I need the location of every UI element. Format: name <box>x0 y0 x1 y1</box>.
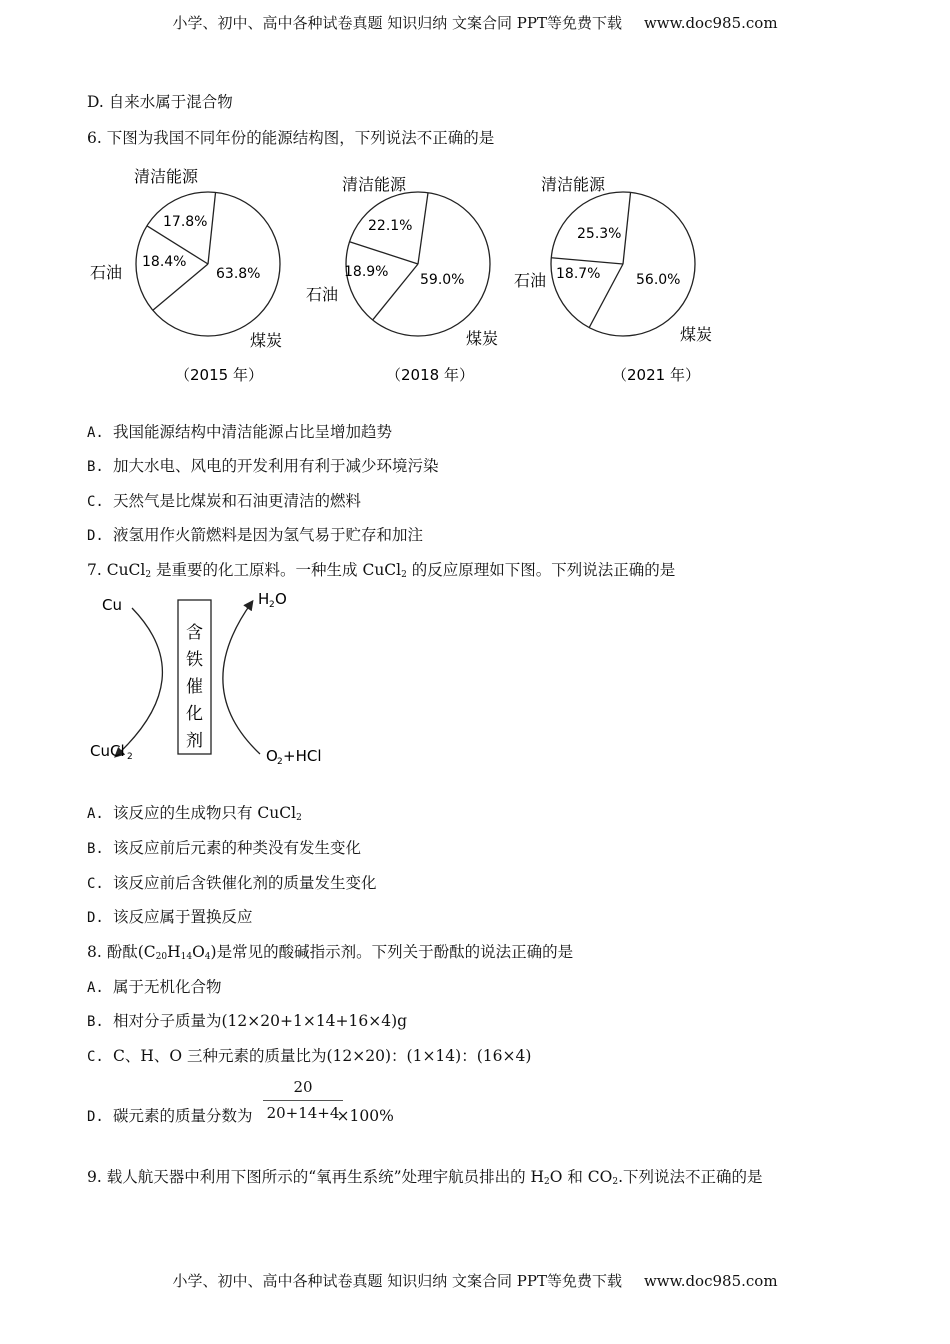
pie-2015-clean-pct: 17.8% <box>163 214 208 230</box>
pie-chart-2015 <box>90 167 282 384</box>
fraction-numerator: 20 <box>263 1078 343 1101</box>
q7-option-d: D. 该反应属于置换反应 <box>87 908 253 926</box>
pie-2021-oil-pct: 18.7% <box>556 266 601 282</box>
pie-2021-oil-label: 石油 <box>514 271 547 290</box>
pie-2021-year: （2021 年） <box>612 366 700 384</box>
q6-option-b: B. 加大水电、风电的开发利用有利于减少环境污染 <box>87 457 439 475</box>
pie-chart-2018 <box>306 175 498 384</box>
right-reaction-arrow <box>223 602 260 754</box>
catalyst-char-4: 化 <box>186 704 203 724</box>
page-footer <box>0 1270 950 1291</box>
mass-fraction-formula <box>263 1078 343 1122</box>
q6-option-a: A. 我国能源结构中清洁能源占比呈增加趋势 <box>87 423 393 441</box>
catalyst-char-3: 催 <box>186 677 203 697</box>
header-url[interactable]: www.doc985.com <box>643 14 778 32</box>
o2-hcl-label <box>266 747 322 767</box>
pie-2018-oil-label: 石油 <box>306 285 339 304</box>
pie-2018-oil-pct: 18.9% <box>344 264 389 280</box>
catalyst-char-1: 含 <box>186 623 203 643</box>
catalyst-char-5: 剂 <box>186 731 203 751</box>
svg-text:H: H <box>258 590 270 608</box>
q8-stem: 8. 酚酞$(C_{20}H_{14}O_4)$是常见的酸碱指示剂。下列关于酚酞的说法正确的是 <box>87 943 574 962</box>
q7-stem: 7. CuCl$_2$ 是重要的化工原料。一种生成 CuCl$_2$ 的反应原理如下图。下列说法正确的是 <box>87 561 676 580</box>
cu-label: Cu <box>102 596 122 614</box>
footer-text: 小学、初中、高中各种试卷真题 知识归纳 文案合同 PPT等免费下载 <box>172 1272 622 1290</box>
pie-2015-year: （2015 年） <box>175 366 263 384</box>
pie-2018-clean-pct: 22.1% <box>368 218 413 234</box>
pie-2021-clean-pct: 25.3% <box>577 226 622 242</box>
pie-2018-clean-label: 清洁能源 <box>342 175 407 194</box>
q7-option-a: A. 该反应的生成物只有 CuCl$_2$ <box>87 804 302 823</box>
q7-option-c: C. 该反应前后含铁催化剂的质量发生变化 <box>87 874 377 892</box>
energy-pie-charts <box>0 160 950 410</box>
footer-url[interactable]: www.doc985.com <box>643 1272 778 1290</box>
reaction-diagram <box>80 588 380 778</box>
q9-stem: 9. 载人航天器中利用下图所示的“氧再生系统”处理宇航员排出的 $H_2O$ 和 $CO_2$.下列说法不正确的是 <box>87 1168 763 1187</box>
pie-2015-oil-label: 石油 <box>90 263 123 282</box>
svg-text:O: O <box>266 747 278 765</box>
svg-text:+HCl: +HCl <box>283 747 322 765</box>
q8-option-a: A. 属于无机化合物 <box>87 978 222 996</box>
pie-2018-coal-pct: 59.0% <box>420 272 465 288</box>
pie-2015-clean-label: 清洁能源 <box>134 167 199 186</box>
pie-2015-oil-pct: 18.4% <box>142 254 187 270</box>
svg-text:O: O <box>275 590 287 608</box>
q8-option-c: C. C、H、O 三种元素的质量比为(12×20)：(1×14)：(16×4) <box>87 1047 532 1065</box>
q8-option-d: D. 碳元素的质量分数为 ×100% <box>87 1107 394 1125</box>
pie-2021-coal-label: 煤炭 <box>680 325 713 344</box>
h2o-label <box>258 590 287 610</box>
q6-stem: 6. 下图为我国不同年份的能源结构图，下列说法不正确的是 <box>87 129 495 147</box>
svg-text:2: 2 <box>269 600 275 610</box>
page-header <box>0 12 950 33</box>
pie-2021-clean-label: 清洁能源 <box>541 175 606 194</box>
pie-2015-coal-label: 煤炭 <box>250 331 283 350</box>
q6-option-d: D. 液氢用作火箭燃料是因为氢气易于贮存和加注 <box>87 526 424 544</box>
left-reaction-arrow <box>116 608 162 756</box>
fraction-denominator: 20+14+4 <box>266 1104 340 1122</box>
pie-2021-coal-pct: 56.0% <box>636 272 681 288</box>
q8-option-b: B. 相对分子质量为(12×20+1×14+16×4)g <box>87 1012 408 1030</box>
pie-2018-coal-label: 煤炭 <box>466 329 499 348</box>
q7-option-b: B. 该反应前后元素的种类没有发生变化 <box>87 839 362 857</box>
q5-option-d: D. 自来水属于混合物 <box>87 93 233 111</box>
pie-2015-coal-pct: 63.8% <box>216 266 261 282</box>
pie-2018-year: （2018 年） <box>386 366 474 384</box>
catalyst-char-2: 铁 <box>186 650 203 670</box>
svg-text:2: 2 <box>127 752 133 762</box>
svg-text:CuCl: CuCl <box>90 742 125 760</box>
pie-chart-2021 <box>514 175 712 384</box>
header-text: 小学、初中、高中各种试卷真题 知识归纳 文案合同 PPT等免费下载 <box>172 14 622 32</box>
svg-text:2: 2 <box>277 757 283 767</box>
q6-option-c: C. 天然气是比煤炭和石油更清洁的燃料 <box>87 492 362 510</box>
